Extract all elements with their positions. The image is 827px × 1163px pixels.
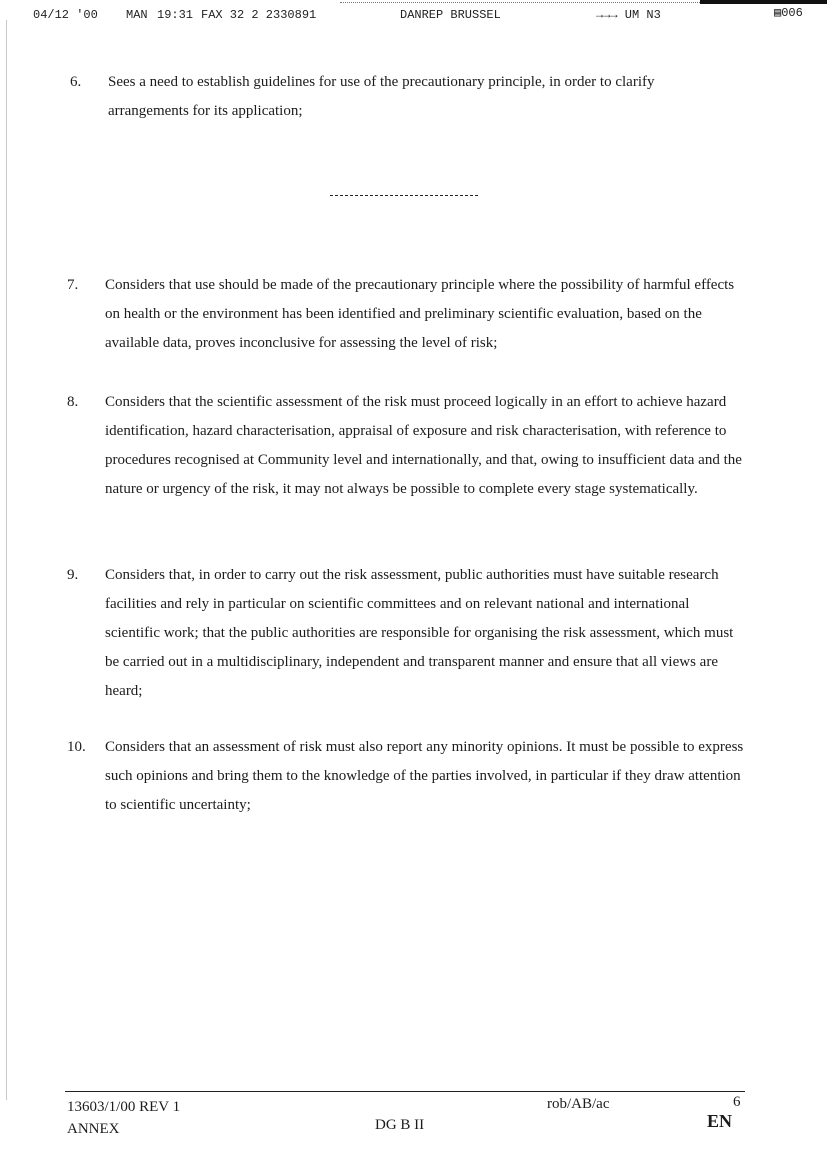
header-dots (340, 2, 700, 3)
footer-page-number: 6 (733, 1094, 741, 1110)
paragraph-text: Considers that an assessment of risk must also report any minority opinions. It must be possible to express such opinions and bring them to the knowledge of the parties involved, in particular if they draw attention to scientific uncertainty; (105, 739, 744, 813)
paragraph-text: Considers that the scientific assessment of the risk must proceed logically in an effort to achieve hazard identification, hazard characterisation, appraisal of exposure and risk characterisation, with reference to procedures recognised at Community level and internationally, and that, owing to insufficient data and the nature or urgency of the risk, it may not always be possible to complete every stage systematically. (105, 394, 742, 497)
paragraph-number: 7. (67, 277, 79, 293)
section-separator (330, 195, 478, 196)
fax-time: 19:31 (157, 8, 194, 22)
page-edge-line (6, 20, 7, 1100)
paragraph-text: Sees a need to establish guidelines for use of the precautionary principle, in order to clarify arrangements for its application; (108, 74, 655, 119)
paragraph-number: 8. (67, 394, 79, 410)
paragraph-number: 10. (67, 739, 86, 755)
fax-header (0, 0, 827, 26)
paragraph-text: Considers that use should be made of the precautionary principle where the possibility of harmful effects on health or the environment has been identified and preliminary scientific evaluation, based on the available data, proves inconclusive for assessing the level of risk; (105, 277, 735, 351)
header-bar (700, 0, 827, 4)
fax-page-mark: ▤006 (774, 6, 803, 20)
fax-icon: ▤ (774, 6, 782, 20)
footer-doc-ref: 13603/1/00 REV 1 (67, 1099, 181, 1115)
footer-rule (65, 1091, 745, 1092)
fax-sender: DANREP BRUSSEL (400, 8, 501, 22)
footer-initials: rob/AB/ac (547, 1096, 610, 1112)
footer-language: EN (707, 1111, 733, 1131)
fax-number: FAX 32 2 2330891 (201, 8, 317, 22)
fax-date: 04/12 '00 (33, 8, 98, 22)
footer-annex: ANNEX (67, 1121, 120, 1137)
paragraph-number: 9. (67, 567, 79, 583)
fax-route: →→→ UM N3 (596, 8, 661, 22)
paragraph-text: Considers that, in order to carry out the risk assessment, public authorities must have suitable research facilities and rely in particular on scientific committees and on relevant national and international scientific work; that the public authorities are responsible for organising the risk assessment, which must be carried out in a multidisciplinary, independent and transparent manner and ensure that all views are heard; (105, 567, 734, 699)
paragraph-number: 6. (70, 74, 82, 90)
footer-dg: DG B II (375, 1117, 425, 1133)
fax-day: MAN (126, 8, 148, 22)
